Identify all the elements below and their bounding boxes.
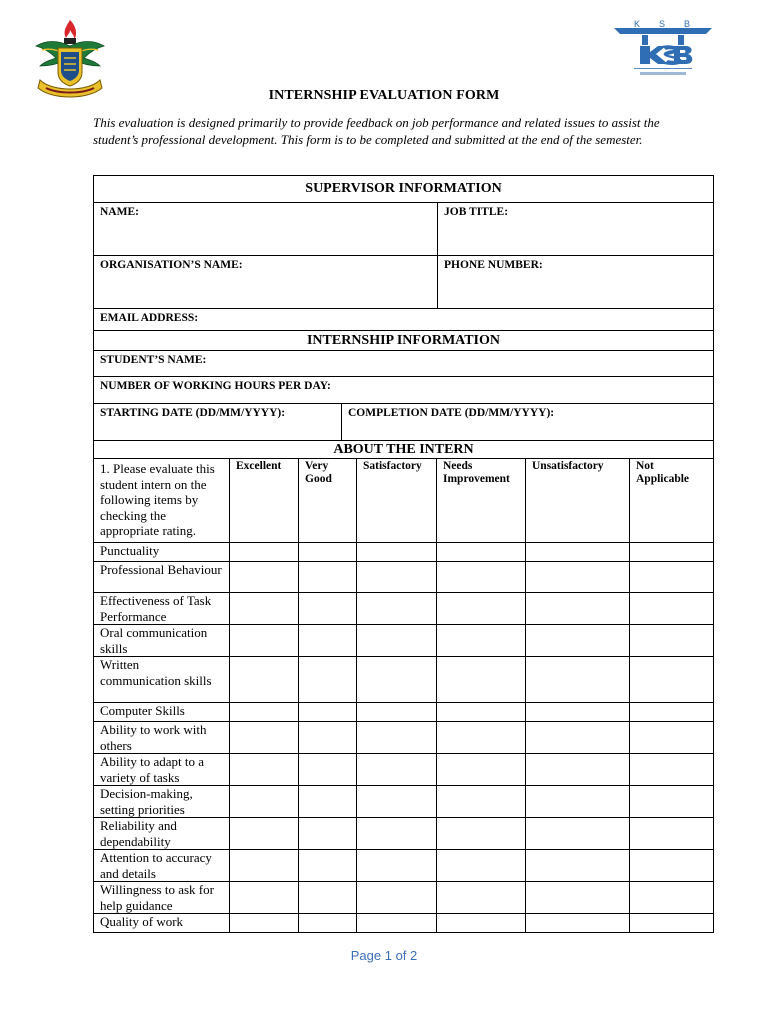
rating-cell-unsatisfactory[interactable] [526, 722, 630, 754]
evaluation-instruction: 1. Please evaluate this student intern on the following items by checking the appropriate rating. [94, 459, 230, 543]
rating-cell-unsatisfactory[interactable] [526, 754, 630, 786]
rating-item-label: Oral communication skills [94, 625, 230, 657]
rating-item-label: Attention to accuracy and details [94, 850, 230, 882]
rating-cell-not-applicable[interactable] [630, 786, 714, 818]
rating-cell-not-applicable[interactable] [630, 657, 714, 703]
email-address-field[interactable]: EMAIL ADDRESS: [94, 309, 714, 331]
rating-cell-satisfactory[interactable] [357, 625, 437, 657]
rating-item-label: Written communication skills [94, 657, 230, 703]
rating-cell-very-good[interactable] [299, 786, 357, 818]
rating-cell-excellent[interactable] [230, 703, 299, 722]
rating-cell-unsatisfactory[interactable] [526, 882, 630, 914]
rating-row [94, 703, 714, 722]
rating-cell-very-good[interactable] [299, 850, 357, 882]
rating-cell-very-good[interactable] [299, 818, 357, 850]
information-table [93, 175, 714, 459]
rating-cell-excellent[interactable] [230, 786, 299, 818]
rating-cell-needs-improvement[interactable] [437, 543, 526, 562]
rating-cell-excellent[interactable] [230, 543, 299, 562]
rating-item-label: Ability to adapt to a variety of tasks [94, 754, 230, 786]
rating-header-needs-improvement: Needs Improvement [437, 459, 526, 543]
rating-item-label: Professional Behaviour [94, 562, 230, 593]
rating-item-label: Effectiveness of Task Performance [94, 593, 230, 625]
rating-item-label: Quality of work [94, 914, 230, 933]
rating-cell-not-applicable[interactable] [630, 722, 714, 754]
rating-cell-satisfactory[interactable] [357, 882, 437, 914]
rating-cell-satisfactory[interactable] [357, 850, 437, 882]
rating-cell-satisfactory[interactable] [357, 722, 437, 754]
rating-item-label: Ability to work with others [94, 722, 230, 754]
rating-cell-excellent[interactable] [230, 562, 299, 593]
rating-item-label: Punctuality [94, 543, 230, 562]
rating-cell-not-applicable[interactable] [630, 562, 714, 593]
rating-cell-very-good[interactable] [299, 882, 357, 914]
ksb-logo-icon [612, 18, 714, 84]
rating-row [94, 543, 714, 562]
rating-cell-excellent[interactable] [230, 818, 299, 850]
rating-cell-not-applicable[interactable] [630, 818, 714, 850]
rating-cell-unsatisfactory[interactable] [526, 850, 630, 882]
rating-cell-very-good[interactable] [299, 543, 357, 562]
rating-row [94, 593, 714, 625]
svg-text:K: K [634, 19, 641, 29]
rating-row [94, 754, 714, 786]
rating-cell-not-applicable[interactable] [630, 625, 714, 657]
rating-cell-unsatisfactory[interactable] [526, 625, 630, 657]
rating-row [94, 722, 714, 754]
rating-item-label: Computer Skills [94, 703, 230, 722]
rating-cell-excellent[interactable] [230, 914, 299, 933]
rating-row [94, 850, 714, 882]
intro-paragraph: This evaluation is designed primarily to provide feedback on job performance and related issues to assist the student’s professional development. This form is to be completed and submitted at the end of the semester. [93, 115, 660, 147]
rating-cell-not-applicable[interactable] [630, 543, 714, 562]
rating-cell-needs-improvement[interactable] [437, 882, 526, 914]
rating-cell-needs-improvement[interactable] [437, 703, 526, 722]
rating-cell-satisfactory[interactable] [357, 562, 437, 593]
rating-cell-not-applicable[interactable] [630, 882, 714, 914]
rating-cell-needs-improvement[interactable] [437, 593, 526, 625]
rating-cell-satisfactory[interactable] [357, 657, 437, 703]
rating-row [94, 914, 714, 933]
rating-cell-not-applicable[interactable] [630, 754, 714, 786]
rating-cell-excellent[interactable] [230, 882, 299, 914]
student-name-field[interactable]: STUDENT’S NAME: [94, 351, 714, 377]
rating-cell-satisfactory[interactable] [357, 593, 437, 625]
rating-cell-very-good[interactable] [299, 914, 357, 933]
completion-date-field[interactable]: COMPLETION DATE (DD/MM/YYYY): [342, 404, 714, 441]
rating-item-label: Decision-making, setting priorities [94, 786, 230, 818]
rating-cell-satisfactory[interactable] [357, 818, 437, 850]
supervisor-section-heading: SUPERVISOR INFORMATION [94, 176, 714, 203]
rating-cell-excellent[interactable] [230, 850, 299, 882]
rating-cell-excellent[interactable] [230, 722, 299, 754]
rating-cell-satisfactory[interactable] [357, 703, 437, 722]
rating-cell-excellent[interactable] [230, 657, 299, 703]
starting-date-field[interactable]: STARTING DATE (DD/MM/YYYY): [94, 404, 342, 441]
rating-cell-very-good[interactable] [299, 625, 357, 657]
rating-row [94, 657, 714, 703]
rating-cell-satisfactory[interactable] [357, 914, 437, 933]
rating-cell-satisfactory[interactable] [357, 754, 437, 786]
rating-cell-excellent[interactable] [230, 754, 299, 786]
rating-cell-needs-improvement[interactable] [437, 818, 526, 850]
rating-header-unsatisfactory: Unsatisfactory [526, 459, 630, 543]
rating-cell-not-applicable[interactable] [630, 593, 714, 625]
rating-cell-very-good[interactable] [299, 562, 357, 593]
rating-cell-excellent[interactable] [230, 625, 299, 657]
rating-cell-very-good[interactable] [299, 722, 357, 754]
rating-cell-needs-improvement[interactable] [437, 786, 526, 818]
supervisor-name-field[interactable]: NAME: [94, 203, 438, 256]
rating-cell-unsatisfactory[interactable] [526, 703, 630, 722]
rating-cell-unsatisfactory[interactable] [526, 786, 630, 818]
rating-cell-not-applicable[interactable] [630, 703, 714, 722]
rating-cell-unsatisfactory[interactable] [526, 593, 630, 625]
form-title: INTERNSHIP EVALUATION FORM [268, 88, 500, 103]
rating-row [94, 786, 714, 818]
rating-cell-satisfactory[interactable] [357, 786, 437, 818]
rating-cell-very-good[interactable] [299, 754, 357, 786]
rating-row [94, 562, 714, 593]
rating-cell-very-good[interactable] [299, 657, 357, 703]
rating-item-label: Willingness to ask for help guidance [94, 882, 230, 914]
rating-cell-needs-improvement[interactable] [437, 850, 526, 882]
rating-cell-unsatisfactory[interactable] [526, 914, 630, 933]
rating-item-label: Reliability and dependability [94, 818, 230, 850]
rating-row [94, 625, 714, 657]
internship-section-heading: INTERNSHIP INFORMATION [94, 331, 714, 351]
svg-text:S: S [659, 19, 666, 29]
about-intern-heading: ABOUT THE INTERN [94, 441, 714, 459]
phone-number-field[interactable]: PHONE NUMBER: [438, 256, 714, 309]
rating-cell-needs-improvement[interactable] [437, 722, 526, 754]
rating-cell-unsatisfactory[interactable] [526, 818, 630, 850]
rating-cell-unsatisfactory[interactable] [526, 657, 630, 703]
rating-cell-very-good[interactable] [299, 593, 357, 625]
rating-header-not-applicable: Not Applicable [630, 459, 714, 543]
rating-cell-not-applicable[interactable] [630, 850, 714, 882]
rating-cell-needs-improvement[interactable] [437, 657, 526, 703]
rating-table [93, 458, 714, 933]
rating-cell-needs-improvement[interactable] [437, 914, 526, 933]
working-hours-field[interactable]: NUMBER OF WORKING HOURS PER DAY: [94, 377, 714, 404]
rating-cell-unsatisfactory[interactable] [526, 543, 630, 562]
rating-cell-excellent[interactable] [230, 593, 299, 625]
rating-cell-needs-improvement[interactable] [437, 562, 526, 593]
rating-cell-not-applicable[interactable] [630, 914, 714, 933]
rating-header-satisfactory: Satisfactory [357, 459, 437, 543]
rating-row [94, 818, 714, 850]
rating-cell-needs-improvement[interactable] [437, 754, 526, 786]
rating-cell-satisfactory[interactable] [357, 543, 437, 562]
rating-cell-unsatisfactory[interactable] [526, 562, 630, 593]
organisation-name-field[interactable]: ORGANISATION’S NAME: [94, 256, 438, 309]
rating-header-very-good: Very Good [299, 459, 357, 543]
rating-cell-very-good[interactable] [299, 703, 357, 722]
page-number: Page 1 of 2 [350, 948, 418, 963]
rating-row [94, 882, 714, 914]
svg-text:B: B [684, 19, 691, 29]
job-title-field[interactable]: JOB TITLE: [438, 203, 714, 256]
rating-header-excellent: Excellent [230, 459, 299, 543]
rating-cell-needs-improvement[interactable] [437, 625, 526, 657]
